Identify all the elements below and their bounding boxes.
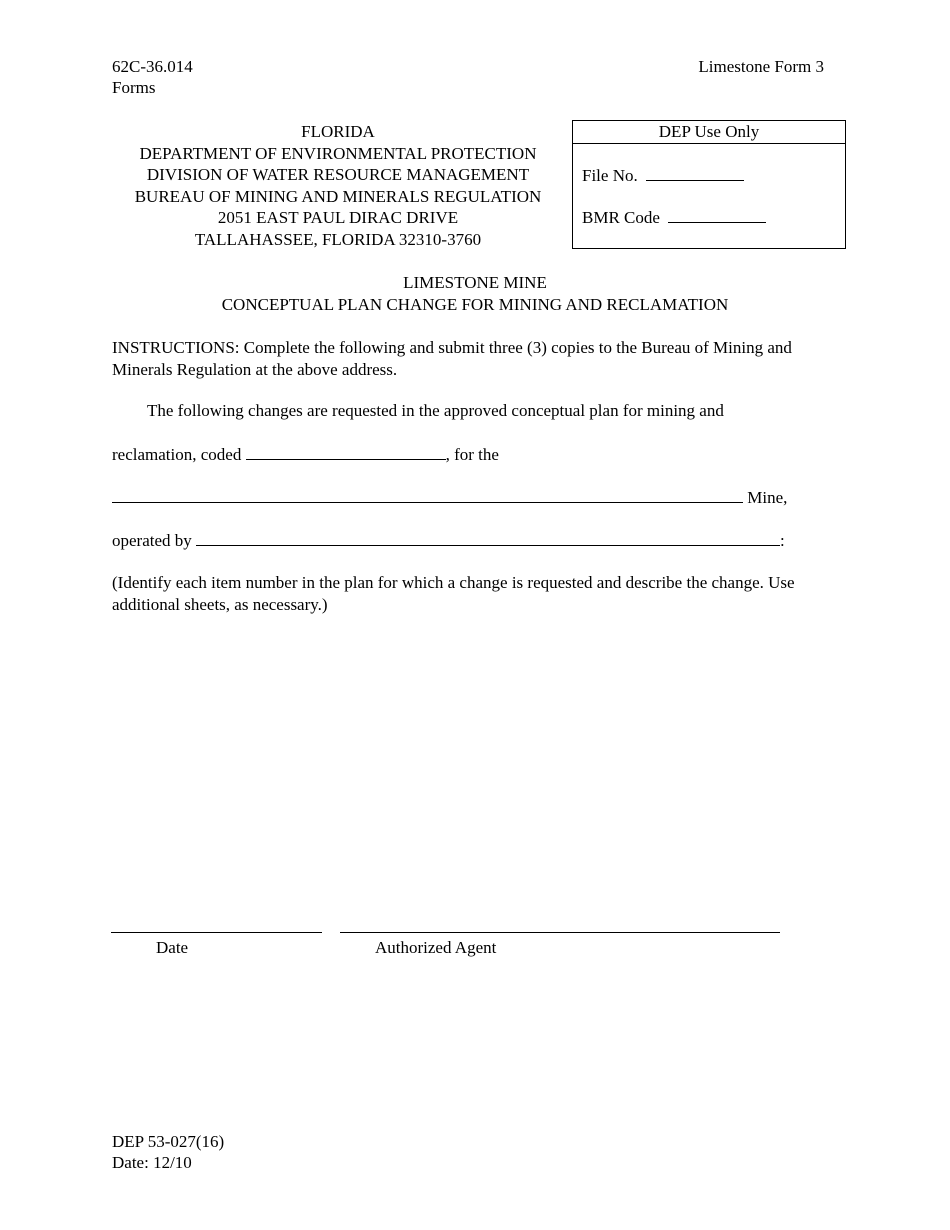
bmr-code-field[interactable] <box>668 208 766 223</box>
file-no-label: File No. <box>582 166 638 185</box>
dep-use-only-box <box>572 120 846 249</box>
agency-line-city: TALLAHASSEE, FLORIDA 32310-3760 <box>194 229 482 249</box>
mine-name-field[interactable] <box>112 487 743 503</box>
operated-suffix: : <box>780 531 785 550</box>
agency-line-department: DEPARTMENT OF ENVIRONMENTAL PROTECTION <box>139 143 537 163</box>
operated-by-line <box>112 530 785 551</box>
form-date: Date: 12/10 <box>112 1153 192 1172</box>
form-subtitle: CONCEPTUAL PLAN CHANGE FOR MINING AND RECLAMATION <box>221 295 729 314</box>
agency-line-division: DIVISION OF WATER RESOURCE MANAGEMENT <box>146 165 530 185</box>
date-label: Date <box>156 938 189 957</box>
file-no-row <box>582 165 744 186</box>
dep-use-only-header: DEP Use Only <box>573 121 845 144</box>
agent-signature-line[interactable] <box>340 932 780 933</box>
form-number: DEP 53-027(16) <box>112 1132 225 1151</box>
rule-number: 62C-36.014 <box>112 57 193 76</box>
following-changes-text: The following changes are requested in the approved conceptual plan for mining and <box>147 401 724 420</box>
agency-address-block <box>112 121 564 251</box>
plan-code-field[interactable] <box>246 444 446 460</box>
identify-note: (Identify each item number in the plan for which a change is requested and describe the change. Use additional sheets, as necessary.) <box>112 573 795 614</box>
coded-prefix: reclamation, coded <box>112 445 242 464</box>
agency-line-bureau: BUREAU OF MINING AND MINERALS REGULATION <box>134 186 542 206</box>
file-no-field[interactable] <box>646 166 744 181</box>
coded-line <box>112 444 499 465</box>
agency-line-street: 2051 EAST PAUL DIRAC DRIVE <box>217 208 459 228</box>
rule-subtitle: Forms <box>112 78 156 97</box>
date-signature-line[interactable] <box>111 932 322 933</box>
mine-suffix: Mine, <box>747 488 788 507</box>
operated-prefix: operated by <box>112 531 192 550</box>
operator-name-field[interactable] <box>196 530 780 546</box>
bmr-code-label: BMR Code <box>582 208 660 227</box>
mine-line <box>112 487 787 508</box>
agency-line-state: FLORIDA <box>301 122 375 141</box>
form-title: LIMESTONE MINE <box>403 273 547 292</box>
form-name: Limestone Form 3 <box>698 57 824 76</box>
coded-suffix: , for the <box>445 445 499 464</box>
instructions-text: INSTRUCTIONS: Complete the following and submit three (3) copies to the Bureau of Mining and Minerals Regulation at the above address. <box>112 338 792 379</box>
bmr-code-row <box>582 207 766 228</box>
authorized-agent-label: Authorized Agent <box>375 938 497 957</box>
